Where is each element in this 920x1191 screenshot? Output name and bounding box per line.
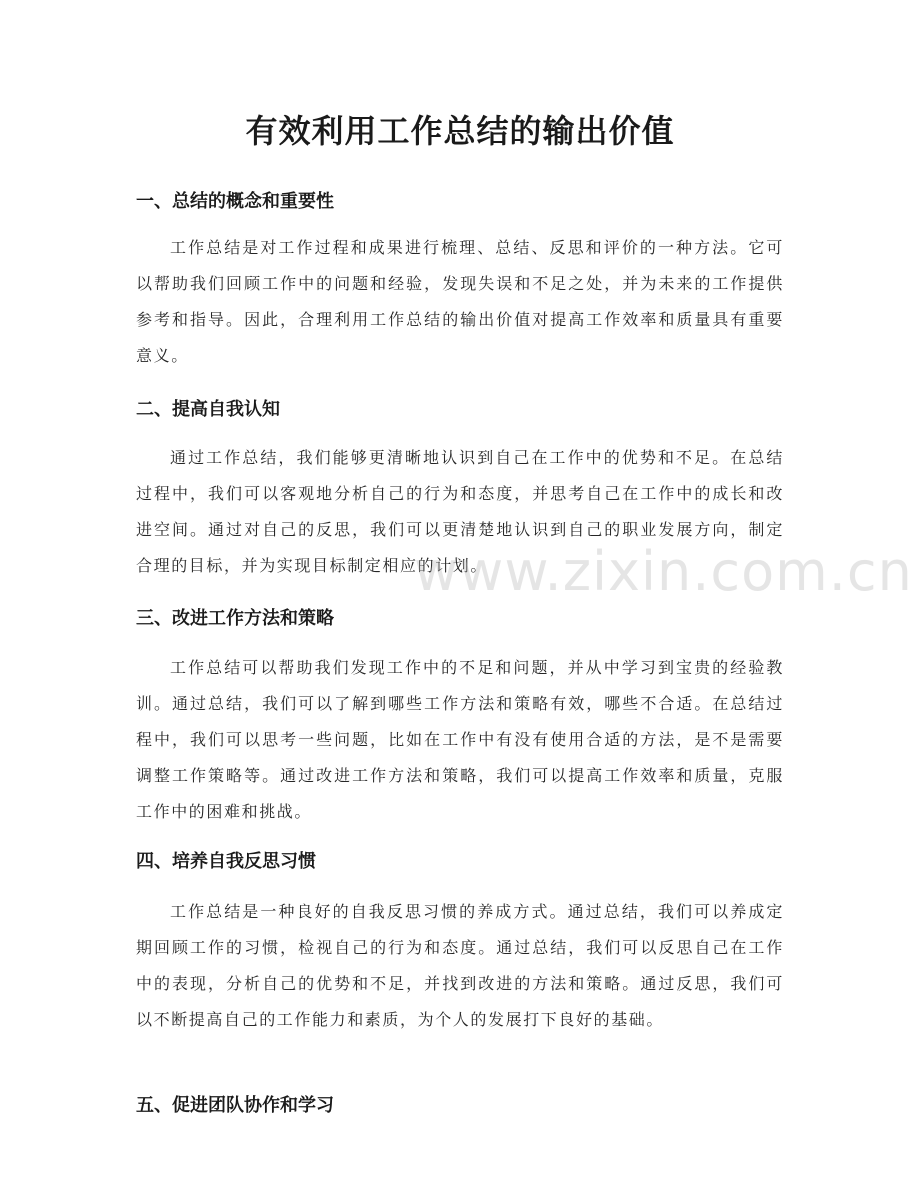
section-heading-1: 一、总结的概念和重要性 xyxy=(136,191,334,212)
section-heading-2: 二、提高自我认知 xyxy=(136,399,280,420)
section-paragraph-2: 通过工作总结，我们能够更清晰地认识到自己在工作中的优势和不足。在总结过程中，我们可以客观地分析自己的行为和态度，并思考自己在工作中的成长和改进空间。通过对自己的反思，我们可以更清楚地认识到自己的职业发展方向，制定合理的目标，并为实现目标制定相应的计划。 xyxy=(136,448,784,575)
section-paragraph-3: 工作总结可以帮助我们发现工作中的不足和问题，并从中学习到宝贵的经验教训。通过总结，我们可以了解到哪些工作方法和策略有效，哪些不合适。在总结过程中，我们可以思考一些问题，比如在工作中有没有使用合适的方法，是不是需要调整工作策略等。通过改进工作方法和策略，我们可以提高工作效率和质量，克服工作中的困难和挑战。 xyxy=(136,658,784,821)
watermark-text: www.zixin.com.cn xyxy=(414,540,913,603)
section-paragraph-4: 工作总结是一种良好的自我反思习惯的养成方式。通过总结，我们可以养成定期回顾工作的习惯，检视自己的行为和态度。通过总结，我们可以反思自己在工作中的表现，分析自己的优势和不足，并找到改进的方法和策略。通过反思，我们可以不断提高自己的工作能力和素质，为个人的发展打下良好的基础。 xyxy=(136,902,784,1029)
document-title: 有效利用工作总结的输出价值 xyxy=(245,112,675,150)
section-paragraph-1: 工作总结是对工作过程和成果进行梳理、总结、反思和评价的一种方法。它可以帮助我们回顾工作中的问题和经验，发现失误和不足之处，并为未来的工作提供参考和指导。因此，合理利用工作总结的输出价值对提高工作效率和质量具有重要意义。 xyxy=(136,238,784,365)
section-heading-5: 五、促进团队协作和学习 xyxy=(136,1095,334,1116)
section-heading-3: 三、改进工作方法和策略 xyxy=(136,608,334,629)
section-heading-4: 四、培养自我反思习惯 xyxy=(136,851,316,872)
